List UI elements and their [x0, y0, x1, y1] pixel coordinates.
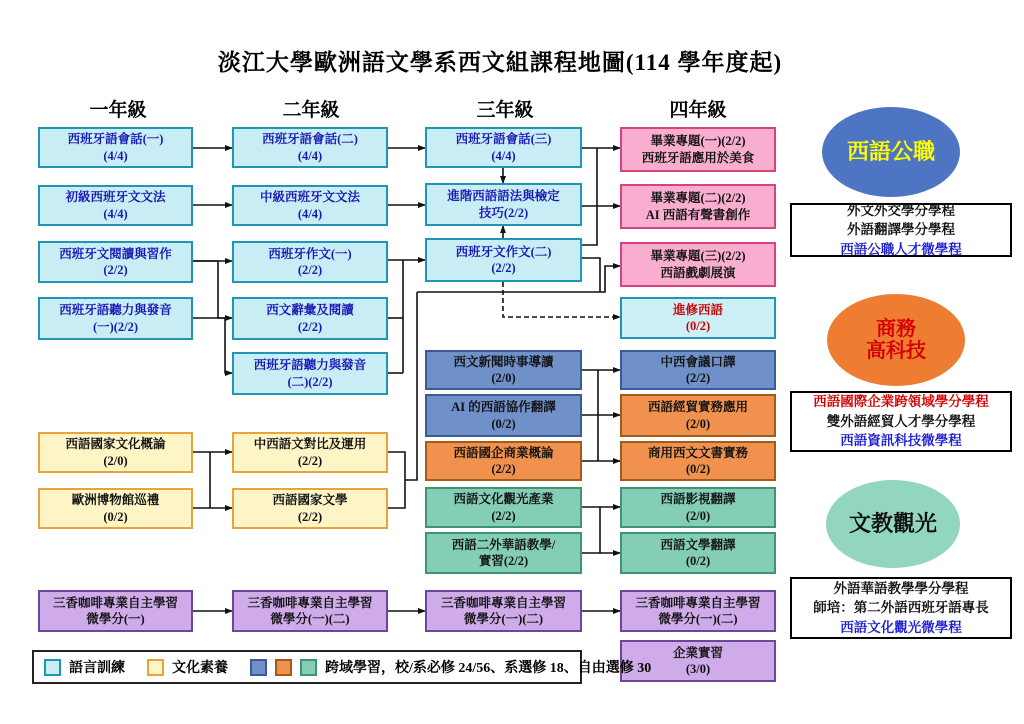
- joint-line-19: [582, 258, 600, 292]
- course-text: 西班牙語聽力與發音: [59, 303, 172, 318]
- course-text: AI 的西語協作翻譯: [451, 400, 556, 415]
- course-text: (2/2): [297, 453, 323, 468]
- course-text: 三香咖啡專業自主學習: [635, 595, 761, 610]
- course-text: 微學分(一): [86, 612, 145, 626]
- course-text: (2/2): [103, 263, 128, 277]
- course-box-A7: [38, 590, 193, 632]
- course-text: 實習(2/2): [478, 554, 529, 568]
- course-text: 西語戲劇展演: [660, 265, 736, 280]
- course-text: (4/4): [103, 206, 128, 221]
- course-text: 進階西語語法與檢定: [447, 189, 560, 204]
- course-box-B4: [232, 297, 388, 340]
- course-text: (2/0): [685, 508, 711, 523]
- course-text: (4/4): [103, 148, 128, 163]
- program-list-culture-tourism: [790, 577, 1012, 639]
- course-text: 畢業專題(二)(2/2): [650, 191, 746, 206]
- course-box-B8: [232, 590, 388, 632]
- course-text: 西語經貿實務應用: [647, 400, 748, 415]
- program-item: 外語翻譯學分學程: [847, 222, 955, 238]
- course-text: 歐洲博物館巡禮: [71, 493, 160, 508]
- course-text: 西班牙文閱讀與習作: [59, 246, 172, 261]
- course-box-D5: [620, 350, 776, 390]
- course-box-B2: [232, 185, 388, 226]
- course-text: (0/2): [685, 554, 711, 568]
- joint-line-14: [582, 148, 597, 245]
- course-text: 技巧(2/2): [478, 205, 529, 220]
- course-box-D1: [620, 127, 776, 172]
- course-text: 初級西班牙文文法: [65, 190, 166, 205]
- course-box-B7: [232, 488, 388, 529]
- course-text: (0/2): [491, 416, 516, 431]
- course-box-A4: [38, 297, 193, 340]
- course-text: 微學分(一)(二): [658, 612, 738, 626]
- course-text: 中級西班牙文文法: [259, 190, 360, 205]
- course-box-A5: [38, 432, 193, 473]
- course-text: 畢業專題(三)(2/2): [650, 249, 746, 264]
- legend: [32, 650, 652, 684]
- course-text: (2/2): [491, 508, 516, 523]
- course-box-A3: [38, 241, 193, 283]
- course-text: (2/2): [297, 509, 323, 524]
- column-header-year-3: 三年級: [476, 100, 534, 121]
- course-box-C2: [425, 183, 582, 226]
- course-text: 進修西語: [672, 302, 723, 317]
- course-text: (2/0): [685, 416, 711, 431]
- column-header-year-4: 四年級: [669, 100, 727, 121]
- course-box-D6: [620, 394, 776, 437]
- course-box-D7: [620, 441, 776, 481]
- program-item: 西語資訊科技微學程: [840, 433, 962, 449]
- course-box-A6: [38, 488, 193, 529]
- course-box-C3: [425, 238, 582, 282]
- course-text: 西語國家文學: [272, 493, 348, 508]
- program-item: 西語公職人才微學程: [840, 241, 962, 257]
- course-text: (4/4): [491, 148, 516, 163]
- course-box-D10: [620, 590, 776, 632]
- course-text: 西班牙語應用於美食: [641, 150, 755, 165]
- legend-label: 文化素養: [172, 661, 228, 676]
- course-text: 三香咖啡專業自主學習: [247, 595, 373, 610]
- course-text: 西語文化觀光產業: [453, 492, 554, 507]
- career-track-ellipse-culture-tourism: [826, 480, 960, 568]
- course-box-C8: [425, 532, 582, 574]
- course-box-D9: [620, 532, 776, 574]
- arrow-connector-8: [193, 318, 232, 373]
- program-list-public-service: [790, 203, 1012, 257]
- joint-line-18: [388, 452, 405, 508]
- course-text: (0/2): [685, 462, 711, 476]
- course-text: (2/2): [297, 319, 323, 334]
- program-item: 雙外語經貿人才學分學程: [826, 413, 976, 429]
- column-header-year-1: 一年級: [89, 100, 147, 121]
- course-text: (2/2): [297, 263, 323, 277]
- legend-swatch-xblue: [250, 659, 267, 676]
- course-text: 西班牙文作文(二): [455, 244, 552, 259]
- course-text: AI 西語有聲書創作: [645, 207, 751, 222]
- course-text: 西語文學翻譯: [660, 537, 736, 552]
- course-box-B5: [232, 352, 388, 395]
- course-text: (2/0): [491, 371, 516, 385]
- course-text: 微學分(一)(二): [463, 612, 544, 626]
- course-text: 西語國企商業概論: [453, 445, 554, 460]
- course-text: (2/0): [103, 453, 128, 468]
- column-header-year-2: 二年級: [282, 100, 340, 121]
- course-box-C7: [425, 487, 582, 528]
- course-text: (一)(2/2): [92, 319, 139, 334]
- career-track-ellipse-business-tech: [827, 294, 965, 386]
- course-text: 三香咖啡專業自主學習: [52, 595, 178, 610]
- legend-swatch-xteal: [300, 659, 317, 676]
- legend-label: 跨域學習，校/系必修 24/56、系選修 18、自由選修 30: [325, 661, 652, 676]
- course-text: (二)(2/2): [287, 374, 333, 389]
- course-box-D3: [620, 242, 776, 287]
- course-box-C6: [425, 441, 582, 481]
- legend-label: 語言訓練: [69, 661, 125, 676]
- course-box-D8: [620, 487, 776, 528]
- course-text: (0/2): [103, 509, 128, 524]
- legend-swatch-xorange: [275, 659, 292, 676]
- course-text: (2/2): [491, 462, 516, 476]
- course-text: 畢業專題(一)(2/2): [650, 134, 746, 149]
- course-box-D4: [620, 297, 776, 339]
- course-box-C1: [425, 127, 582, 168]
- legend-swatch-lang: [44, 659, 61, 676]
- course-text: (2/2): [491, 261, 516, 275]
- course-text: 西班牙語會話(三): [455, 132, 552, 147]
- course-box-C4: [425, 350, 582, 390]
- page-title: 淡江大學歐洲語文學系西文組課程地圖(114 學年度起): [217, 50, 783, 75]
- program-list-business-tech: [790, 391, 1012, 452]
- program-item: 師培：第二外語西班牙語專長: [813, 600, 989, 616]
- track-label: 文教觀光: [848, 510, 937, 536]
- course-text: 西班牙語聽力與發音: [253, 358, 367, 373]
- program-item: 西語國際企業跨領域學分學程: [813, 394, 989, 410]
- course-text: 西文新聞時事導讀: [453, 354, 554, 369]
- course-text: (2/2): [685, 371, 711, 385]
- course-text: (0/2): [685, 319, 711, 333]
- course-text: 三香咖啡專業自主學習: [440, 595, 566, 610]
- course-text: 西班牙作文(一): [268, 246, 352, 261]
- course-box-B6: [232, 432, 388, 473]
- course-text: 微學分(一)(二): [270, 612, 350, 626]
- course-text: 商用西文文書實務: [647, 445, 748, 460]
- course-text: 中西語文對比及運用: [253, 437, 367, 452]
- course-box-A2: [38, 185, 193, 226]
- course-text: 西文辭彙及閱讀: [266, 303, 354, 318]
- arrow-connector-7: [193, 261, 232, 318]
- course-text: 中西會議口譯: [660, 354, 736, 369]
- course-box-C5: [425, 394, 582, 437]
- course-text: 西語影視翻譯: [660, 492, 736, 507]
- dashed-arrow-connector-20: [503, 282, 620, 317]
- course-box-A1: [38, 127, 193, 168]
- career-track-ellipse-public-service: [822, 107, 960, 197]
- course-text: (4/4): [297, 206, 323, 221]
- track-label: 高科技: [866, 340, 926, 362]
- track-label: 商務: [876, 318, 916, 340]
- legend-swatch-culture: [147, 659, 164, 676]
- course-text: (3/0): [685, 662, 711, 676]
- course-box-B1: [232, 127, 388, 168]
- course-text: 西班牙語會話(一): [67, 132, 164, 147]
- course-box-B3: [232, 241, 388, 283]
- course-text: (4/4): [297, 148, 323, 163]
- course-box-D2: [620, 184, 776, 229]
- program-item: 西語文化觀光微學程: [840, 619, 962, 635]
- track-label: 西語公職: [846, 138, 935, 164]
- program-item: 外語華語教學學分學程: [833, 580, 969, 596]
- course-text: 西班牙語會話(二): [262, 132, 358, 147]
- program-item: 外文外交學分學程: [847, 202, 955, 218]
- joint-line-17: [405, 292, 417, 480]
- course-text: 西語國家文化概論: [65, 437, 166, 452]
- course-text: 企業實習: [672, 645, 723, 660]
- course-box-C9: [425, 590, 582, 632]
- course-text: 西語二外華語教學/: [451, 537, 556, 552]
